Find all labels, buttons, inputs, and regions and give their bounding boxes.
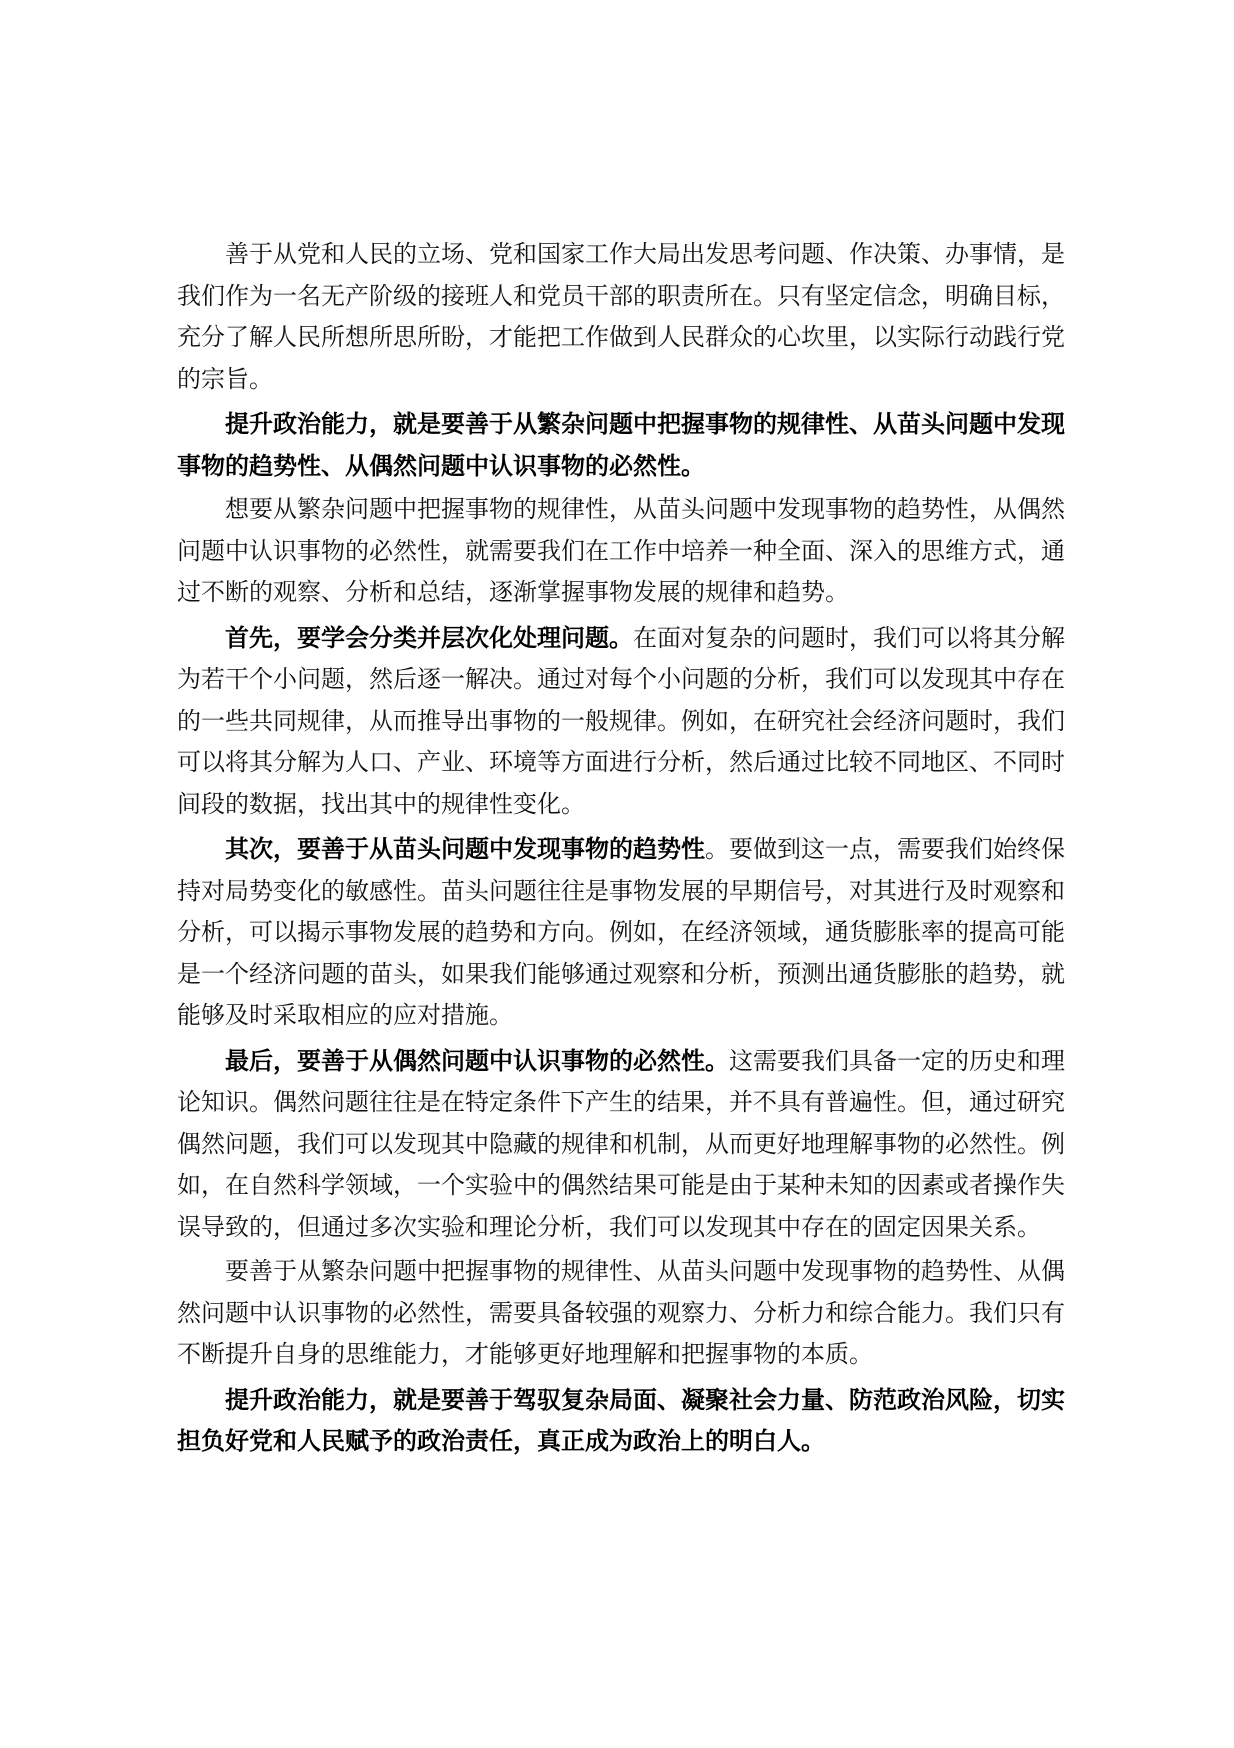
- document-body: [177, 234, 1065, 1465]
- paragraph-text: 提升政治能力，就是要善于驾驭复杂局面、凝聚社会力量、防范政治风险，切实担负好党和人民赋予的政治责任，真正成为政治上的明白人。: [177, 1384, 1065, 1455]
- paragraph-lead: 首先，要学会分类并层次化处理问题。: [225, 622, 633, 652]
- paragraph-text: 要善于从繁杂问题中把握事物的规律性、从苗头问题中发现事物的趋势性、从偶然问题中认识事物的必然性，需要具备较强的观察力、分析力和综合能力。我们只有不断提升自身的思维能力，才能够更好地理解和把握事物的本质。: [177, 1257, 1065, 1368]
- paragraph-text: 。要做到这一点，需要我们始终保持对局势变化的敏感性。苗头问题往往是事物发展的早期信号，对其进行及时观察和分析，可以揭示事物发展的趋势和方向。例如，在经济领域，通货膨胀率的提高可能是一个经济问题的苗头，如果我们能够通过观察和分析，预测出通货膨胀的趋势，就能够及时采取相应的应对措施。: [177, 835, 1065, 1029]
- paragraph-1: [177, 234, 1065, 400]
- paragraph-4: [177, 617, 1065, 826]
- paragraph-3: [177, 489, 1065, 614]
- paragraph-8-bold-conclusion: [177, 1379, 1065, 1462]
- paragraph-text: 善于从党和人民的立场、党和国家工作大局出发思考问题、作决策、办事情，是我们作为一名无产阶级的接班人和党员干部的职责所在。只有坚定信念，明确目标，充分了解人民所想所思所盼，才能把工作做到人民群众的心坎里，以实际行动践行党的宗旨。: [177, 240, 1065, 393]
- paragraph-2-bold-heading: [177, 403, 1065, 486]
- paragraph-6: [177, 1040, 1065, 1249]
- paragraph-text: 想要从繁杂问题中把握事物的规律性，从苗头问题中发现事物的趋势性，从偶然问题中认识事物的必然性，就需要我们在工作中培养一种全面、深入的思维方式，通过不断的观察、分析和总结，逐渐掌握事物发展的规律和趋势。: [177, 495, 1065, 606]
- paragraph-lead: 最后，要善于从偶然问题中认识事物的必然性。: [225, 1045, 729, 1075]
- paragraph-5: [177, 828, 1065, 1037]
- paragraph-text: 这需要我们具备一定的历史和理论知识。偶然问题往往是在特定条件下产生的结果，并不具有普遍性。但，通过研究偶然问题，我们可以发现其中隐藏的规律和机制，从而更好地理解事物的必然性。例如，在自然科学领域，一个实验中的偶然结果可能是由于某种未知的因素或者操作失误导致的，但通过多次实验和理论分析，我们可以发现其中存在的固定因果关系。: [177, 1046, 1065, 1241]
- paragraph-text: 在面对复杂的问题时，我们可以将其分解为若干个小问题，然后逐一解决。通过对每个小问题的分析，我们可以发现其中存在的一些共同规律，从而推导出事物的一般规律。例如，在研究社会经济问题时，我们可以将其分解为人口、产业、环境等方面进行分析，然后通过比较不同地区、不同时间段的数据，找出其中的规律性变化。: [177, 623, 1065, 818]
- paragraph-7: [177, 1251, 1065, 1376]
- paragraph-lead: 其次，要善于从苗头问题中发现事物的趋势性: [225, 834, 705, 863]
- paragraph-text: 提升政治能力，就是要善于从繁杂问题中把握事物的规律性、从苗头问题中发现事物的趋势性、从偶然问题中认识事物的必然性。: [177, 409, 1065, 480]
